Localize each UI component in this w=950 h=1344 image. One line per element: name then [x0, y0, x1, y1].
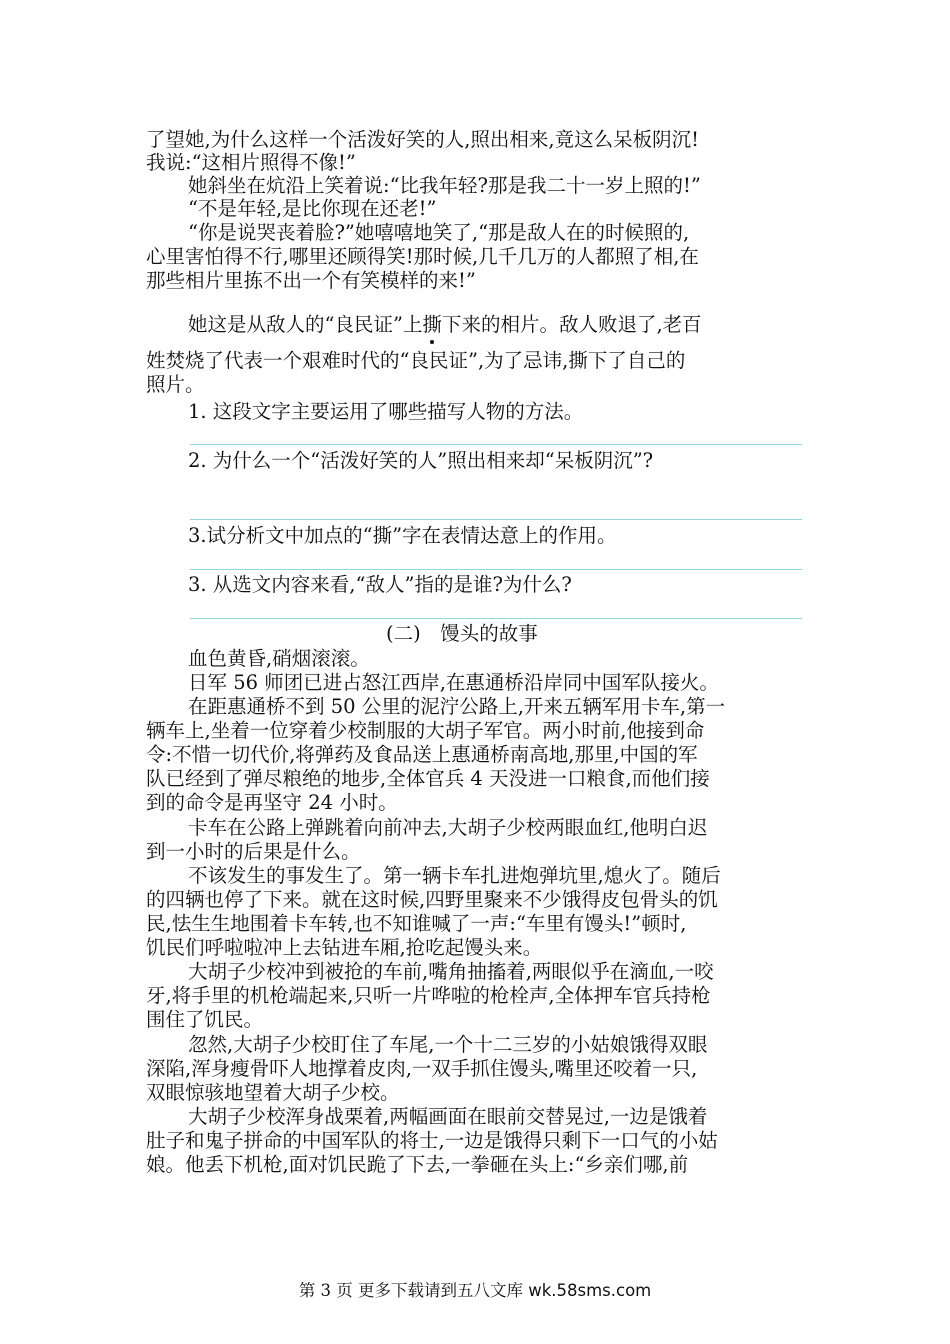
story-line: 辆车上,坐着一位穿着少校制服的大胡子军官。两小时前,他接到命: [146, 719, 705, 742]
footer-page-text: 第 3 页 更多下载请到五八文库: [298, 1281, 529, 1300]
story-line: 牙,将手里的机枪端起来,只听一片哗啦的枪栓声,全体押车官兵持枪: [146, 984, 711, 1007]
story-line: 队已经到了弹尽粮绝的地步,全体官兵 4 天没进一口粮食,而他们接: [146, 767, 710, 790]
story-line: 娘。他丢下机枪,面对饥民跪了下去,一拳砸在头上:“乡亲们哪,前: [146, 1153, 689, 1176]
story-line: 在距惠通桥不到 50 公里的泥泞公路上,开来五辆军用卡车,第一: [188, 695, 726, 718]
story-line: 大胡子少校冲到被抢的车前,嘴角抽搐着,两眼似乎在滴血,一咬: [188, 960, 714, 983]
story-line: 双眼惊骇地望着大胡子少校。: [146, 1081, 400, 1104]
answer-line-2[interactable]: [190, 519, 802, 520]
story-line: 的四辆也停了下来。就在这时候,四野里聚来不少饿得皮包骨头的饥: [146, 888, 718, 911]
story-line: 大胡子少校浑身战栗着,两幅画面在眼前交替晃过,一边是饿着: [188, 1105, 708, 1128]
story-line: 卡车在公路上弹跳着向前冲去,大胡子少校两眼血红,他明白迟: [188, 816, 708, 839]
passage-line: 我说:“这相片照得不像!”: [146, 151, 356, 174]
answer-line-3[interactable]: [190, 569, 802, 570]
question-2: 2. 为什么一个“活泼好笑的人”照出相来却“呆板阴沉”?: [188, 449, 654, 472]
story-line: 深陷,浑身瘦骨吓人地撑着皮肉,一双手抓住馒头,嘴里还咬着一只,: [146, 1057, 698, 1080]
dotted-line-after: 下来的相片。敌人败退了,老百: [441, 313, 702, 336]
passage-line: 心里害怕得不行,哪里还顾得笑!那时候,几千几万的人都照了相,在: [146, 245, 699, 268]
passage-line: 了望她,为什么这样一个活泼好笑的人,照出相来,竟这么呆板阴沉!: [146, 128, 699, 151]
story-line: 日军 56 师团已进占怒江西岸,在惠通桥沿岸同中国军队接火。: [188, 671, 719, 694]
emphasis-dotted-char: 撕: [422, 313, 442, 336]
dotted-line-before: 她这是从敌人的“良民证”上: [188, 313, 423, 336]
question-3: 3.试分析文中加点的“撕”字在表情达意上的作用。: [188, 524, 617, 547]
story-line: 肚子和鬼子拼命的中国军队的将士,一边是饿得只剩下一口气的小姑: [146, 1129, 718, 1152]
answer-line-1[interactable]: [190, 444, 802, 445]
passage-line: 姓焚烧了代表一个艰难时代的“良民证”,为了忌讳,撕下了自己的: [146, 349, 686, 372]
story-line: 忽然,大胡子少校盯住了车尾,一个十二三岁的小姑娘饿得双眼: [188, 1033, 708, 1056]
passage-line: 那些相片里拣不出一个有笑模样的来!”: [146, 269, 476, 292]
story-line: 不该发生的事发生了。第一辆卡车扎进炮弹坑里,熄火了。随后: [188, 864, 721, 887]
story-line: 到一小时的后果是什么。: [146, 840, 361, 863]
story-line: 血色黄昏,硝烟滚滚。: [188, 647, 370, 670]
story-line: 到的命令是再坚守 24 小时。: [146, 791, 398, 814]
passage-line: “不是年轻,是比你现在还老!”: [188, 197, 437, 220]
page-footer: [0, 1280, 950, 1302]
story-line: 民,怯生生地围着卡车转,也不知谁喊了一声:“车里有馒头!”顿时,: [146, 912, 687, 935]
question-1: 1. 这段文字主要运用了哪些描写人物的方法。: [188, 400, 584, 423]
section-title: (二) 馒头的故事: [386, 622, 538, 645]
question-4: 3. 从选文内容来看,“敌人”指的是谁?为什么?: [188, 573, 572, 596]
footer-site-link[interactable]: wk.58sms.com: [528, 1281, 652, 1300]
passage-line: 照片。: [146, 373, 205, 396]
passage-line-dotted: [188, 313, 848, 337]
passage-line: 她斜坐在炕沿上笑着说:“比我年轻?那是我二十一岁上照的!”: [188, 174, 701, 197]
story-line: 围住了饥民。: [146, 1008, 264, 1031]
passage-line: “你是说哭丧着脸?”她嘻嘻地笑了,“那是敌人在的时候照的,: [188, 221, 690, 244]
story-line: 饥民们呼啦啦冲上去钻进车厢,抢吃起馒头来。: [146, 936, 543, 959]
story-line: 令:不惜一切代价,将弹药及食品送上惠通桥南高地,那里,中国的军: [146, 743, 698, 766]
answer-line-4[interactable]: [190, 618, 802, 619]
